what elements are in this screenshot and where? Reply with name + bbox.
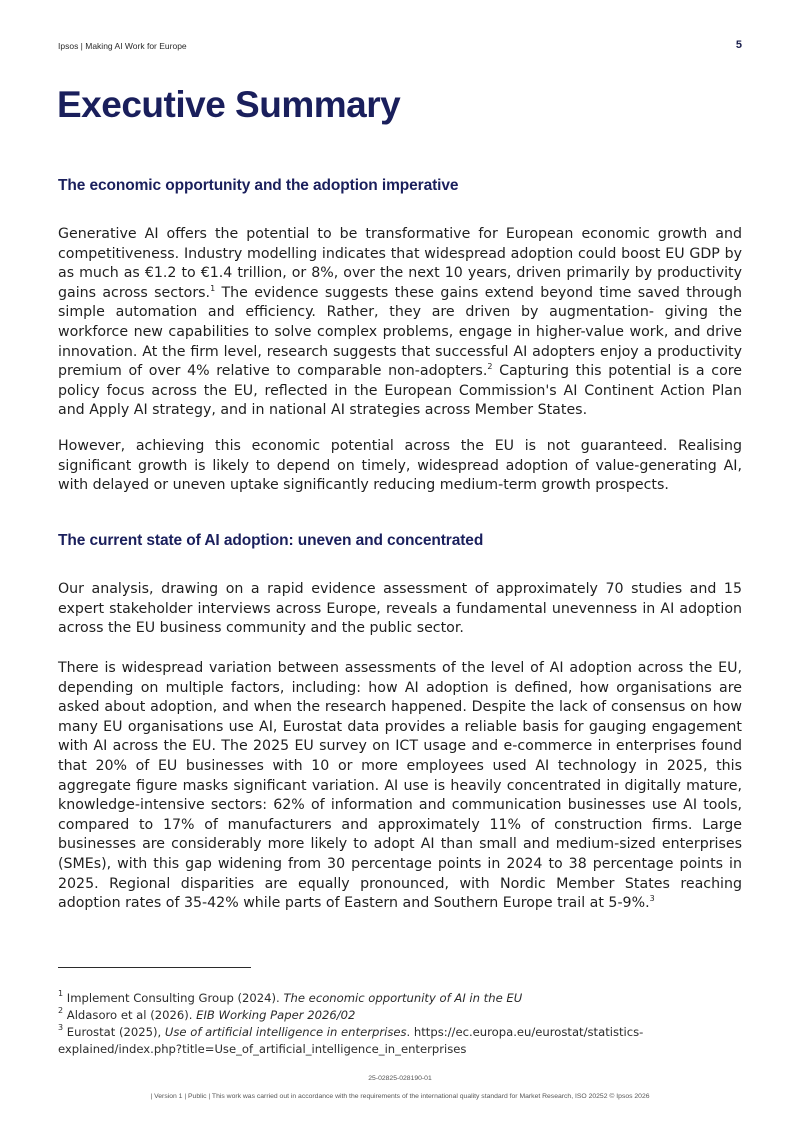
paragraph-text: The evidence suggests these gains extend beyond time saved through simple automation and efficiency. Rather, they are driven by augmentation- giving the workforce new capabilities to solve complex problems, engage in higher-value work, and drive innovation. At the firm level, research suggests that successful AI adopters enjoy a productivity premium of over 4% relative to comparable non-adopters. xyxy=(58,284,742,380)
footnote-text: Eurostat (2025), xyxy=(66,1025,165,1039)
paragraph-text: Capturing this potential is a core policy focus across the EU, reflected in the European Commission's AI Continent Action Plan and Apply AI strategy, and in national AI strategies across Member States. xyxy=(58,363,743,419)
footnote-2 xyxy=(58,1007,742,1024)
footnote-title: Use of artificial intelligence in enterprises xyxy=(164,1025,407,1039)
section-heading-current-state: The current state of AI adoption: uneven and concentrated xyxy=(58,532,484,549)
section-heading-economic-opportunity: The economic opportunity and the adoption imperative xyxy=(58,177,459,194)
footnote-link[interactable]: . https://ec.europa.eu/eurostat/statistics-explained/index.php?title=Use_of_artificial_intelligence_in_enterprises xyxy=(58,1025,644,1056)
footnote-ref-2: 2 xyxy=(487,362,493,372)
paragraph-economic-opportunity xyxy=(58,225,742,421)
paragraph-adoption-variation xyxy=(58,659,742,914)
footnote-title: EIB Working Paper 2026/02 xyxy=(196,1008,356,1022)
document-code: 25-02825-028190-01 xyxy=(368,1075,432,1082)
footnote-number: 1 xyxy=(58,989,64,998)
footnote-text: Aldasoro et al (2026). xyxy=(66,1008,197,1022)
paragraph-text: There is widespread variation between assessments of the level of AI adoption across the EU, depending on multiple factors, including: how AI adoption is defined, how organisations are asked about adoption, and when the research happened. Despite the lack of consensus on how many EU organisations use AI, Eurostat data provides a reliable basis for gauging engagement with AI across the EU. The 2025 EU survey on ICT usage and e-commerce in enterprises found that 20% of EU businesses with 10 or more employees used AI technology in 2025, this aggregate figure masks significant variation. AI use is heavily concentrated in digitally mature, knowledge-intensive sectors: 62% of information and communication businesses use AI tools, compared to 17% of manufacturers and approximately 11% of construction firms. Large businesses are considerably more likely to adopt AI than small and medium-sized enterprises (SMEs), with this gap widening from 30 percentage points in 2024 to 38 percentage points in 2025. Regional disparities are equally pronounced, with Nordic Member States reaching adoption rates of 35-42% while parts of Eastern and Southern Europe trail at 5-9%. xyxy=(58,660,742,912)
footnote-text: Implement Consulting Group (2024). xyxy=(66,991,284,1005)
footnote-1 xyxy=(58,990,742,1007)
page-title: Executive Summary xyxy=(57,84,401,125)
running-header: Ipsos | Making AI Work for Europe xyxy=(58,41,187,51)
paragraph-text: Generative AI offers the potential to be transformative for European economic growth and competitiveness. Industry modelling indicates that widespread adoption could boost EU GDP by as much as €1.2 to €1.4 trillion, or 8%, over the next 10 years, driven primarily by productivity gains across sectors. xyxy=(58,226,742,301)
footnote-number: 3 xyxy=(58,1023,64,1032)
footnote-ref-1: 1 xyxy=(210,283,216,293)
paragraph-adoption-imperative: However, achieving this economic potential across the EU is not guaranteed. Realising significant growth is likely to depend on timely, widespread adoption of value-generating AI, with delayed or uneven uptake significantly reducing medium-term growth prospects. xyxy=(58,438,742,494)
footnote-number: 2 xyxy=(58,1006,64,1015)
footnote-ref-3: 3 xyxy=(649,894,655,904)
footer-note: | Version 1 | Public | This work was carried out in accordance with the requirements of the international quality standard for Market Research, ISO 20252 © Ipsos 2026 xyxy=(150,1093,650,1100)
footnote-3 xyxy=(58,1024,742,1058)
footnote-divider xyxy=(58,967,251,968)
footnotes xyxy=(58,990,742,1058)
footnote-title: The economic opportunity of AI in the EU xyxy=(283,991,523,1005)
page-number: 5 xyxy=(735,39,742,51)
paragraph-analysis-overview: Our analysis, drawing on a rapid evidence assessment of approximately 70 studies and 15 expert stakeholder interviews across Europe, reveals a fundamental unevenness in AI adoption across the EU business community and the public sector. xyxy=(58,581,742,637)
